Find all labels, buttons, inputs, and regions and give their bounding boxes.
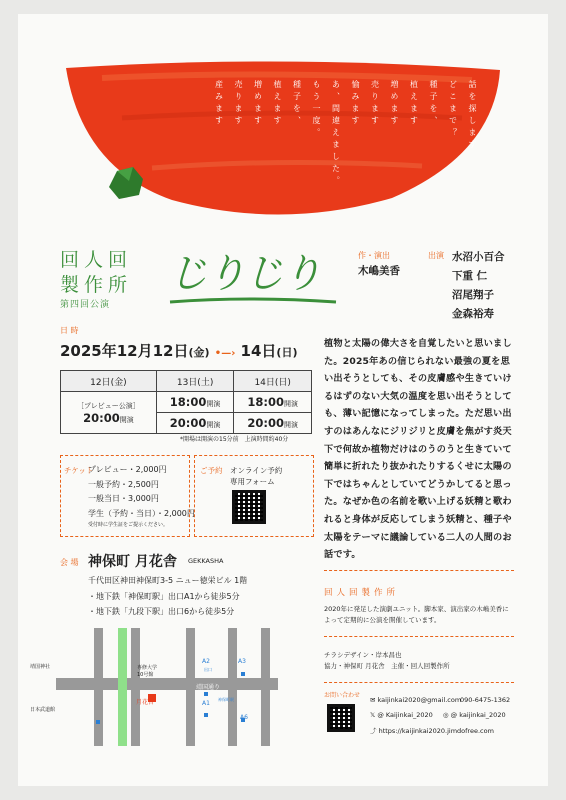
contact-phone[interactable]: 090-6475-1362 bbox=[460, 696, 511, 704]
about-rule-top bbox=[324, 570, 514, 571]
map-jinbocho: 神保町駅 bbox=[218, 697, 234, 702]
date-label: 日 時 bbox=[60, 326, 79, 335]
mail-icon: ✉ bbox=[370, 696, 376, 704]
map-nihon-budokan: 日本武道館 bbox=[30, 707, 56, 713]
staff-credits: チラシデザイン・岸本昌也 協力・神保町 月花舎 主催・回人回製作所 bbox=[324, 651, 450, 670]
map-a2: A2 bbox=[202, 658, 210, 665]
contact-instagram[interactable]: @ kaijinkai_2020 bbox=[450, 711, 506, 719]
contact-x[interactable]: @ Kaijinkai_2020 bbox=[377, 711, 433, 719]
banner-line: 増めます bbox=[253, 80, 263, 128]
banner-line: 産みます bbox=[214, 80, 224, 128]
x-icon: 𝕏 bbox=[370, 711, 376, 719]
banner-line: 種子を、 bbox=[292, 80, 302, 128]
troupe-name: 回人回 製作所 bbox=[60, 249, 133, 296]
cast-list: 水沼小百合 下重 仁 沼尾翔子 金森裕寿 bbox=[452, 251, 505, 320]
writer-label: 作・演出 bbox=[358, 251, 390, 260]
banner-line: 愉みます bbox=[351, 80, 360, 128]
contact-qr-code[interactable] bbox=[327, 704, 355, 732]
venue-name: 神保町 月花舎 bbox=[88, 554, 177, 570]
banner-line: 話を探します bbox=[468, 80, 477, 152]
reserve-text: オンライン予約 専用フォーム bbox=[230, 466, 283, 486]
banner-line: 種子を、 bbox=[429, 80, 438, 128]
story-text: 植物と太陽の偉大さを自覚したいと思いました。2025年あの信じられない最強の夏を思い出そうとしても、その皮膚感や生きていけるはずのない大気の温度を思い出そうとしても、薄い記憶になってしまった。ただ思い出すのはあんなにジリジリと皮膚を焦がす炎天下で何故か植物だけはのうのうと生きていて簡単に折れたり抜かれたりするくせに太陽の下ではちゃんとしていてどうかしてると思った。なぜか色の名前を歌い上げる妖精と歌われると身体が反応してしまう妖精と、種子や太陽をテーマに議論している二人の人間のお話です。 bbox=[324, 338, 512, 561]
ticket-note: 受付時に学生証をご提示ください。 bbox=[88, 522, 169, 528]
banner-line: 植えます bbox=[409, 80, 419, 128]
map-senshu: 専修大学 10号館 bbox=[137, 665, 158, 678]
arrow-icon: •—› bbox=[214, 348, 236, 359]
map-yasukuni-dori: 靖国通り bbox=[196, 684, 221, 691]
map-a3: A3 bbox=[238, 658, 246, 665]
date-range: 2025年12月12日(金) •—› 14日(日) bbox=[60, 342, 298, 360]
contact-label: お問い合わせ bbox=[324, 692, 361, 699]
contact-social-row bbox=[370, 711, 506, 719]
edition-label: 第四回公演 bbox=[60, 300, 111, 310]
banner-line: 増めます bbox=[390, 80, 399, 128]
ticket-prices: プレビュー・2,000円 一般予約・2,500円 一般当日・3,000円 学生（予約・当日）・2,000円 bbox=[88, 465, 195, 518]
logo-underline bbox=[168, 296, 338, 306]
reserve-label: ご予約 bbox=[200, 466, 223, 475]
schedule-note: *開場は開演の15分前 上演時間約40分 bbox=[180, 436, 289, 443]
contact-url-row bbox=[370, 726, 494, 735]
writer-name: 木嶋美香 bbox=[358, 265, 400, 277]
venue-label: 会 場 bbox=[60, 558, 79, 567]
cast-label: 出演 bbox=[428, 251, 444, 260]
banner-line: どこまで？ bbox=[448, 80, 458, 140]
contact-email-row bbox=[370, 696, 461, 704]
map-exit-label: 出口 bbox=[204, 667, 212, 672]
venue-address: 千代田区神田神保町3-5 ニュー徳栄ビル 1階 ・地下鉄「神保町駅」出口A1から徒歩5分 ・地下鉄「九段下駅」出口6から徒歩5分 bbox=[88, 576, 248, 616]
ticket-label: チケット bbox=[64, 466, 94, 475]
venue-name-en: GEKKASHA bbox=[188, 557, 224, 565]
about-rule-mid bbox=[324, 636, 514, 637]
about-rule-bottom bbox=[324, 682, 514, 683]
green-seed-icon bbox=[105, 165, 147, 201]
link-icon: ⤴ bbox=[370, 727, 377, 735]
map-a1: A1 bbox=[202, 700, 210, 707]
banner-line: あ、間違えました。 bbox=[331, 80, 341, 188]
banner-line: 売ります bbox=[370, 80, 380, 128]
banner-line: 植えます bbox=[273, 80, 282, 128]
map-venue: 月花舎 bbox=[136, 699, 155, 706]
reserve-qr-code[interactable] bbox=[232, 490, 266, 524]
instagram-icon: ◎ bbox=[442, 711, 449, 719]
title-logo: じりじり bbox=[168, 251, 320, 297]
about-text: 2020年に発足した演劇ユニット。脚本家、演出家の木嶋美香によって定期的に公演を開催しています。 bbox=[324, 605, 509, 624]
contact-email[interactable]: kaijinkai2020@gmail.com bbox=[377, 696, 462, 704]
contact-url[interactable]: https://kaijinkai2020.jimdofree.com bbox=[378, 727, 494, 735]
map-a6: A6 bbox=[240, 714, 248, 721]
map-yasukuni: 靖国神社 bbox=[30, 664, 51, 670]
banner-line: 売ります bbox=[234, 80, 243, 128]
about-title: 回人回製作所 bbox=[324, 588, 400, 598]
schedule-table: 12日(金) 13日(土) 14日(日) ［プレビュー公演］ 20:00開演 18:00開演 18:00開演 20:00開演 20:00開演 bbox=[60, 370, 312, 434]
access-map bbox=[56, 628, 278, 746]
banner-line: もう一度。 bbox=[312, 80, 321, 140]
